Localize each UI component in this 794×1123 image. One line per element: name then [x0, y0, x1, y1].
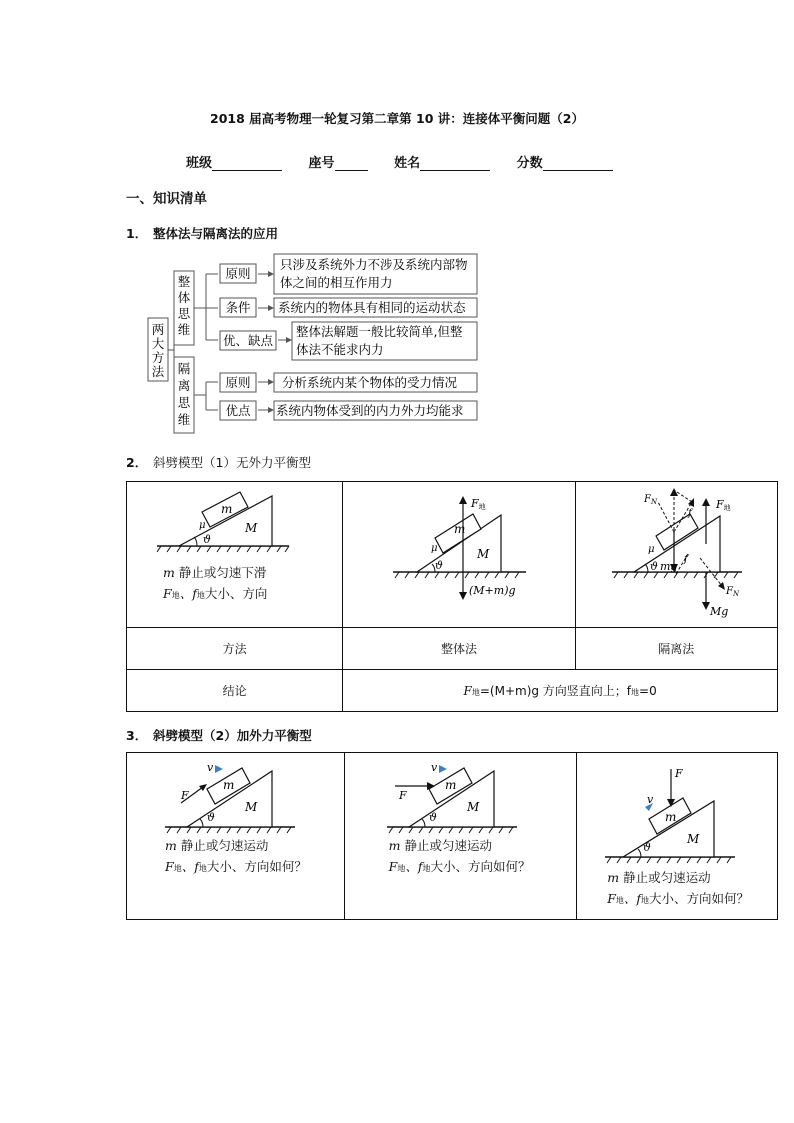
label-mu: μ [431, 543, 438, 554]
name-blank[interactable] [420, 158, 490, 171]
item3-title: 斜劈模型（2）加外力平衡型 [153, 728, 312, 743]
section-heading: 一、知识清单 [126, 191, 207, 207]
label-theta: ϑ [649, 560, 658, 573]
w-principle-text-1: 只涉及系统外力不涉及系统内部物 [280, 257, 468, 272]
label-theta: ϑ [203, 533, 211, 546]
label-FN-bottom: $F_N$ [725, 586, 739, 598]
t1-caption: m 静止或匀速下滑 F地、f地大小、方向 [163, 562, 267, 606]
svg-text:离: 离 [177, 378, 191, 393]
svg-text:维: 维 [177, 322, 191, 337]
svg-text:v: v [647, 793, 654, 806]
wedge-model-1-table [126, 481, 778, 712]
t1-diagram-2 [343, 482, 575, 628]
svg-text:维: 维 [177, 412, 191, 427]
w-pros-text-2: 体法不能求内力 [296, 342, 384, 357]
svg-text:F: F [675, 767, 683, 780]
w-cond-text: 系统内的物体具有相同的运动状态 [278, 300, 466, 315]
label-mu: μ [199, 520, 206, 531]
svg-text:v: v [430, 761, 437, 774]
method-mindmap [140, 250, 485, 435]
name-label: 姓名 [394, 156, 421, 171]
w-pros-text-1: 整体法解题一般比较简单,但整 [296, 324, 463, 339]
t1-diagram-3 [576, 482, 778, 628]
student-info-fields [186, 152, 635, 171]
label-M: M [477, 547, 490, 561]
t1-diagram-1 [127, 482, 343, 628]
svg-text:F: F [398, 789, 407, 802]
t1-row2-col3: 隔离法 [575, 628, 777, 670]
label-Mg: Mg [709, 605, 728, 618]
w-principle-label: 原则 [225, 266, 251, 281]
label-M: M [245, 521, 258, 535]
svg-text:整: 整 [177, 274, 191, 289]
i-pros-text: 系统内物体受到的内力外力均能求 [276, 403, 464, 418]
mindmap-root-char-3: 方 [151, 350, 165, 365]
w-cond-label: 条件 [225, 300, 251, 315]
mindmap-root-char-1: 两 [151, 322, 165, 337]
i-pros-label: 优点 [225, 403, 251, 418]
seat-blank[interactable] [335, 158, 368, 171]
item1-title: 整体法与隔离法的应用 [153, 226, 279, 241]
t1-row2-col2: 整体法 [343, 628, 575, 670]
svg-text:ϑ: ϑ [428, 811, 437, 824]
label-mg: mg [659, 560, 678, 573]
t1-conclusion: F地=(M+m)g 方向竖直向上；f地=0 [343, 670, 778, 712]
w-principle-text-2: 体之间的相互作用力 [280, 275, 393, 290]
wedge-model-2-table [126, 752, 778, 920]
svg-text:体: 体 [177, 290, 191, 305]
svg-text:隔: 隔 [177, 361, 191, 376]
w-pros-label: 优、缺点 [222, 333, 274, 348]
label-F: F [181, 789, 189, 802]
t1-cell-diagram-2 [343, 482, 575, 628]
svg-text:思: 思 [177, 395, 191, 410]
i-principle-text: 分析系统内某个物体的受力情况 [282, 375, 458, 390]
label-m: m [221, 502, 233, 516]
score-label: 分数 [516, 156, 543, 171]
label-F-di-3: F地 [715, 498, 731, 512]
class-label: 班级 [186, 156, 213, 171]
t2-cell-3 [577, 753, 778, 920]
t1-row3-label: 结论 [127, 670, 343, 712]
label-v: v [207, 761, 214, 774]
svg-text:m: m [665, 810, 677, 824]
label-M: M [245, 800, 258, 814]
svg-text:ϑ: ϑ [643, 841, 652, 854]
t2-caption-1: m 静止或匀速运动 F地、f地大小、方向如何？ [165, 838, 307, 874]
item2-number: 2． [126, 455, 148, 470]
item1-number: 1． [126, 226, 148, 241]
svg-text:思: 思 [177, 306, 191, 321]
t1-caption-line-2: F地、f地大小、方向 [163, 586, 268, 601]
label-f-wedge: f [683, 554, 688, 565]
label-m: m [454, 522, 466, 536]
t2-cell-2 [344, 753, 577, 920]
class-blank[interactable] [212, 158, 282, 171]
t1-cell-diagram-3 [575, 482, 777, 628]
seat-label: 座号 [308, 156, 335, 171]
label-total-weight: (M+m)g [469, 584, 516, 597]
label-f-top: f [687, 508, 692, 519]
item1-heading [126, 224, 278, 242]
svg-text:M: M [466, 800, 479, 814]
svg-text:m: m [444, 778, 457, 792]
t2-cell-1 [127, 753, 345, 920]
label-m: m [223, 778, 235, 792]
velocity-arrowhead [215, 765, 223, 773]
mindmap-root-char-2: 大 [151, 336, 165, 351]
item3-number: 3． [126, 728, 148, 743]
item2-heading [126, 453, 311, 471]
item3-heading [126, 726, 312, 744]
page-title: 2018 届高考物理一轮复习第二章第 10 讲：连接体平衡问题（2） [210, 111, 584, 126]
label-theta: ϑ [435, 559, 444, 572]
t1-cell-diagram-1 [127, 482, 343, 628]
item2-title: 斜劈模型（1）无外力平衡型 [153, 455, 311, 470]
svg-text:M: M [687, 832, 700, 846]
t2-caption-2: m 静止或匀速运动 F地、f地大小、方向如何？ [388, 838, 531, 874]
t1-row2-col1: 方法 [127, 628, 343, 670]
label-theta: ϑ [207, 811, 215, 824]
score-blank[interactable] [543, 158, 613, 171]
t1-caption-line-1: 静止或匀速下滑 [178, 565, 267, 580]
label-FN-top: $F_N$ [643, 494, 657, 506]
label-mu: μ [647, 544, 655, 555]
label-F-di: F地 [471, 497, 486, 511]
t2-caption-3: m 静止或匀速运动 F地、f地大小、方向如何？ [607, 870, 750, 906]
mindmap-root-char-4: 法 [151, 364, 165, 379]
i-principle-label: 原则 [225, 375, 251, 390]
